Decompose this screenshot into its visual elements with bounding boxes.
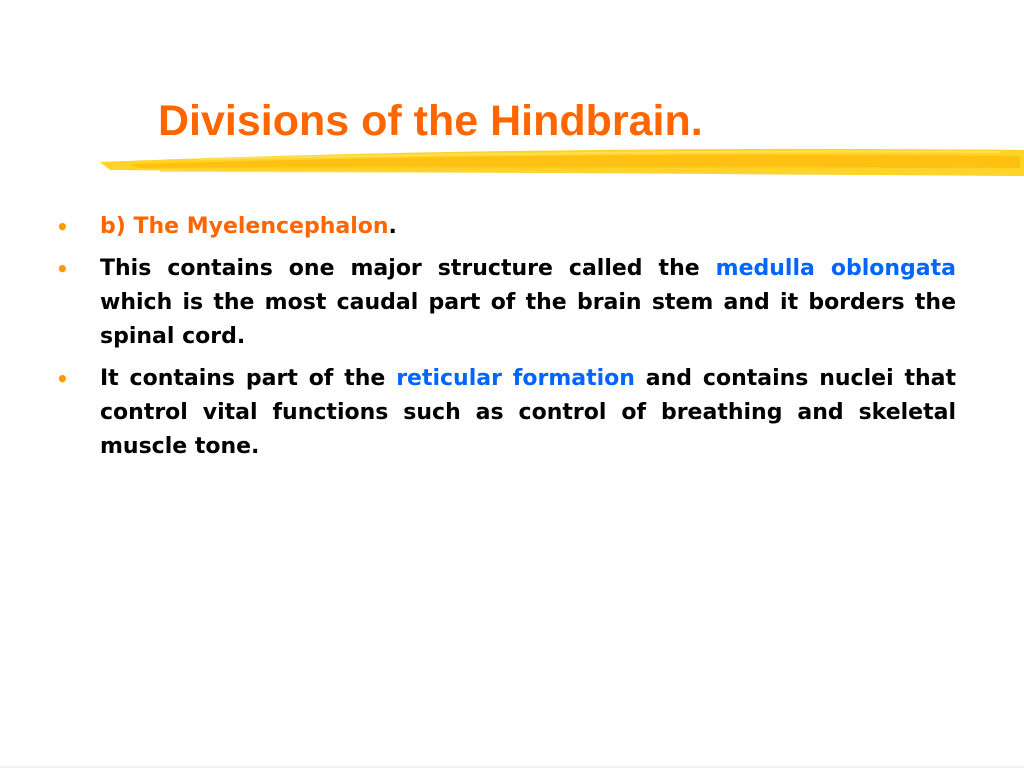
bullet-item (56, 210, 956, 244)
title-underline-brushstroke (0, 140, 1024, 190)
bullet-term-highlight: reticular formation (396, 366, 635, 391)
bullet-item (56, 362, 956, 464)
bullet-text-before: It contains part of the (100, 366, 397, 391)
bullet-text-after: . (388, 214, 397, 239)
bullet-item (56, 252, 956, 354)
bullet-heading-highlight: b) The Myelencephalon (100, 214, 389, 239)
bullet-marker: • (56, 257, 69, 281)
bullet-text-after: which is the most caudal part of the brain stem and it borders the spinal cord. (100, 290, 956, 349)
bullet-marker: • (56, 215, 69, 239)
bullet-term-highlight: medulla oblongata (715, 256, 956, 281)
bullet-text-after: and contains nuclei that control vital functions such as control of breathing and skeletal muscle tone. (100, 366, 956, 459)
slide-title: Divisions of the Hindbrain. (158, 97, 703, 145)
bullet-list (56, 210, 956, 472)
bullet-marker: • (56, 367, 69, 391)
bullet-text-before: This contains one major structure called the (100, 256, 716, 281)
